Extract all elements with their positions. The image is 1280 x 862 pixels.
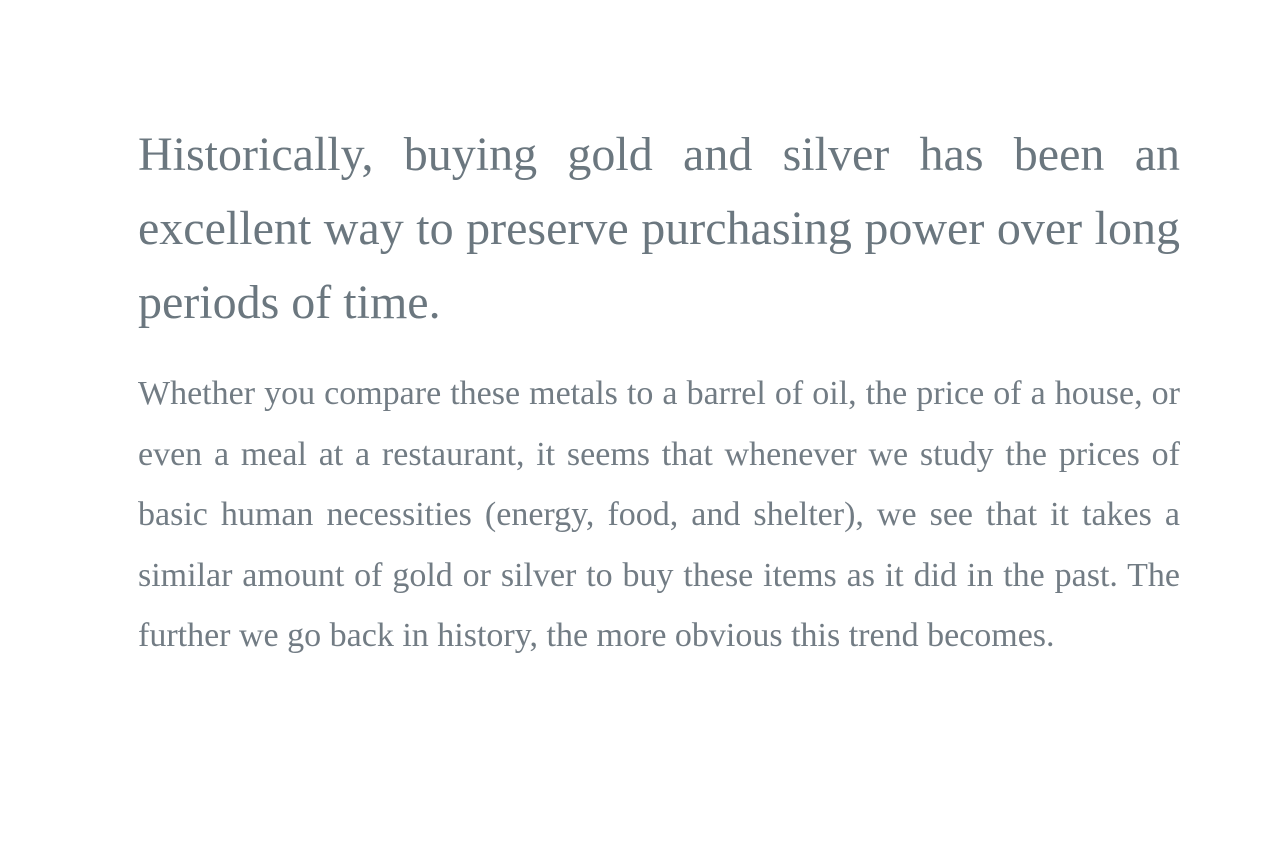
body-paragraph: Whether you compare these metals to a barrel of oil, the price of a house, or even a meal at a restaurant, it seems that whenever we study the prices of basic human necessities (energy, food, and shelter), we see that it takes a similar amount of gold or silver to buy these items as it did in the past. The further we go back in history, the more obvious this trend becomes. xyxy=(138,375,1180,655)
article-content xyxy=(138,118,1180,667)
lead-paragraph: Historically, buying gold and silver has been an excellent way to preserve purchasing power over long periods of time. xyxy=(138,128,1180,329)
